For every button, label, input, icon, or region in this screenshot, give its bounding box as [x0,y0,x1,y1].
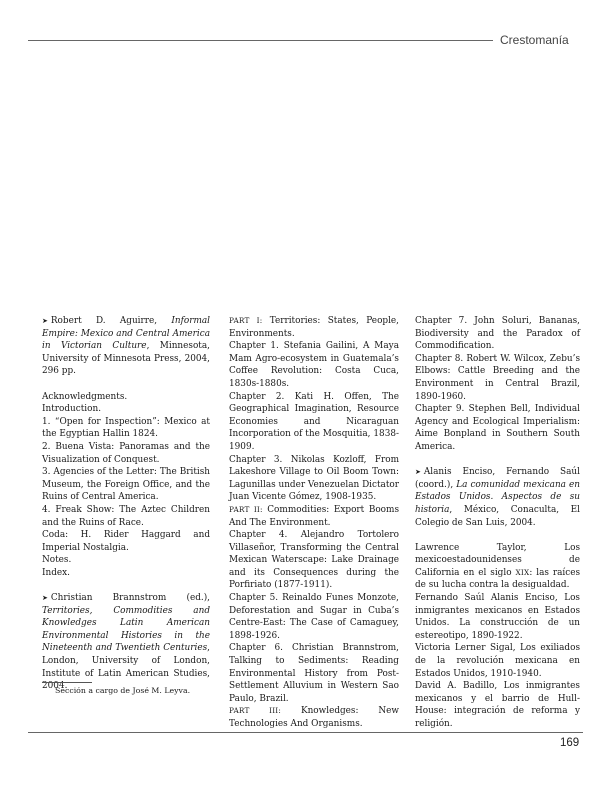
part-heading [229,315,399,340]
book-entry [42,315,210,378]
entry-title: Informal Empire: Mexico and Central America in Victorian Culture [42,316,210,352]
entry-title: La comunidad mexicana en Estados Unidos. Aspectos de su historia [415,479,580,515]
toc-item: Coda: H. Rider Haggard and Imperial Nostalgia. [42,530,210,553]
chapter-item: Chapter 7. John Soluri, Bananas, Biodiversity and the Paradox of Commodification. [415,316,580,352]
toc-item: Acknowledgments. [42,391,128,402]
entry-author: Robert D. Aguirre, [50,316,158,326]
header-rule [28,40,493,41]
section-title: Crestomanía [500,33,569,47]
part-label: PART I: [229,316,263,325]
entry-author: Christian Brannstrom (ed.), [50,593,210,604]
entry-title: Territories, Commodities and Knowledges Latin American Environmental Histories in the Nineteenth and Twentieth Centuries [42,605,210,654]
part-label: PART II: [229,504,263,514]
toc-item: Introduction. [42,404,102,415]
chapter-item: Fernando Saúl Alanis Enciso, Los inmigrantes mexicanos en Estados Unidos. La construcción de un estereotipo, 1890-1922. [415,593,580,641]
entry-publication: , London, University of London, Institute of Latin American Studies, 2004. [42,643,210,692]
chapter-item: Chapter 1. Stefania Gailini, A Maya Mam Agro-ecosystem in Guatemala’s Coffee Revolution: Costa Cuca, 1830s-1880s. [229,341,399,389]
toc-item: 2. Buena Vista: Panoramas and the Visualization of Conquest. [42,441,210,465]
chapter-item: David A. Badillo, Los inmigrantes mexicanos y el barrio de Hull-House: integración de reforma y religión. [415,681,580,729]
chapter-text: Lawrence Taylor, Los mexicoestadounidenses de California en el siglo [415,542,580,578]
book-entry [415,466,580,529]
part-label: PART III: [229,706,282,716]
entry-publication: , México, Conaculta, El Colegio de San Luis, 2004. [415,504,580,528]
chapter-item: Chapter 9. Stephen Bell, Individual Agency and Ecological Imperialism: Aime Bonpland in Southern South America. [415,404,580,452]
bullet-arrow-icon: ➤ [42,317,48,325]
toc-item: 4. Freak Show: The Aztec Children and the Ruins of Race. [42,504,210,528]
part-text: Territories: States, People, Environments. [229,316,399,339]
part-text: Knowledges: New Technologies And Organisms. [229,706,399,729]
chapter-item: Chapter 2. Kati H. Offen, The Geographical Imagination, Resource Economies and Nicaraguan Incorporation of the Mosquitia, 1838-1909. [229,391,399,452]
entry-author: Alanis Enciso, Fernando Saúl (coord.), [415,467,580,490]
part-heading [229,705,399,730]
footnote-rule [42,682,92,683]
book-entry [42,592,210,693]
bullet-arrow-icon: ➤ [42,594,48,603]
chapter-item: Chapter 8. Robert W. Wilcox, Zebu’s Elbows: Cattle Breeding and the Environment in Central Brazil, 1890-1960. [415,353,580,402]
chapter-item: Victoria Lerner Sigal, Los exiliados de la revolución mexicana en Estados Unidos, 1910-1940. [415,643,580,679]
part-heading [229,504,399,529]
column-2 [229,315,399,731]
toc-item: 1. “Open for Inspection”: Mexico at the Egyptian Hallin 1824. [42,416,210,440]
entry-publication: , Minnesota, University of Minnesota Press, 2004, 296 pp. [42,341,210,377]
column-3 [415,315,580,731]
toc-item: Index. [42,567,70,578]
chapter-item: Chapter 6. Christian Brannstrom, Talking to Sediments: Reading Environmental History from Post-Settlement Alluvium in Western Sao Paulo, Brazil. [229,643,399,704]
chapter-item: Chapter 5. Reinaldo Funes Monzote, Deforestation and Sugar in Cuba’s Centre-East: The Case of Camaguey, 1898-1926. [229,593,399,641]
chapter-item [415,542,580,592]
footer-rule [28,732,583,733]
footnote: Sección a cargo de José M. Leyva. [55,686,191,695]
chapter-item: Chapter 4. Alejandro Tortolero Villaseñor, Transforming the Central Mexican Waterscape: Lake Drainage and its Consequences during the Porfiriato (1877-1911). [229,530,399,591]
toc-item: Notes. [42,555,72,566]
part-text: Commodities: Export Booms And The Environment. [229,504,399,528]
toc-item: 3. Agencies of the Letter: The British Museum, the Foreign Office, and the Ruins of Central America. [42,467,210,503]
column-1 [42,315,210,693]
chapter-item: Chapter 3. Nikolas Kozloff, From Lakeshore Village to Oil Boom Town: Lagunillas under Venezuelan Dictator Juan Vicente Gómez, 1908-1935. [229,454,399,503]
page-number: 169 [560,737,580,749]
bullet-arrow-icon: ➤ [415,468,421,477]
roman-numeral: XIX [515,567,530,577]
chapter-text: : las raíces de su lucha contra la desigualdad. [415,567,581,591]
